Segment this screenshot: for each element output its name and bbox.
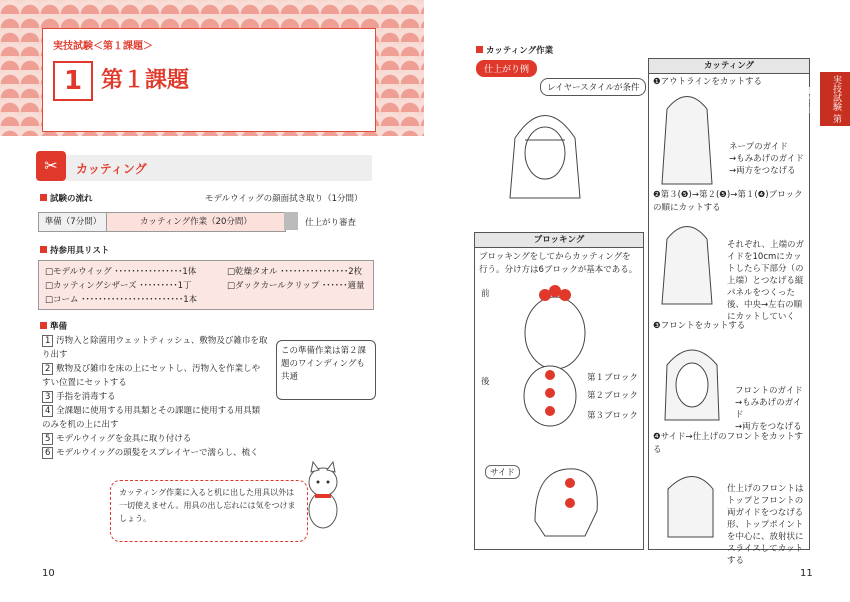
flow-prep: 準備（7分間）	[38, 212, 108, 232]
block-2-label: 第２ブロック	[587, 391, 638, 401]
block-3-label: 第３ブロック	[587, 411, 638, 421]
cut-step-3: ❸フロントをカットする	[653, 321, 746, 331]
blocking-back: 後	[481, 377, 490, 387]
cutting-panel	[648, 58, 810, 566]
cut-step-2-illustration	[657, 219, 717, 309]
prep-step-1: 1 汚物入と除菌用ウェットティッシュ、敷物及び雑巾を取り出す	[42, 336, 268, 360]
items-heading: 持参用具リスト	[40, 244, 109, 256]
blocking-back-head	[515, 361, 585, 441]
header-box	[42, 28, 376, 132]
prep-step-5: 5 モデルウイッグを金具に取り付ける	[42, 432, 268, 446]
flow-end: 仕上がり審査	[305, 218, 357, 228]
blocking-front-head	[515, 283, 595, 373]
cut-step-2: ❷第３(❺)→第２(❺)→第１(❹)ブロックの順にカットする	[653, 190, 803, 213]
page-title: 第１課題	[101, 68, 190, 93]
cut-step-4-illustration	[653, 459, 723, 539]
scissors-icon: ✂	[36, 151, 66, 181]
flow-arrow-icon	[284, 212, 298, 230]
prep-step-4: 4 全課題に使用する用具類とその課題に使用する用具類のみを机の上に出す	[42, 406, 261, 430]
prep-steps	[42, 334, 268, 460]
prep-bubble: この準備作業は第２課題のワインディングも共通	[276, 340, 376, 400]
work-heading: カッティング作業	[476, 44, 553, 56]
item-towel: □乾燥タオル ････････････････2枚	[227, 267, 363, 277]
page-number-left: 10	[42, 568, 55, 579]
flow-note: モデルウイッグの顔面拭き取り（1分間）	[205, 194, 363, 204]
page-number-right: 11	[800, 568, 813, 579]
blocking-side-head	[525, 461, 605, 541]
cut-step-1: ❶アウトラインをカットする	[653, 77, 763, 87]
blocking-panel	[474, 232, 644, 550]
cut-step-3-illustration	[657, 335, 727, 425]
section-title: カッティング	[76, 162, 147, 176]
item-clip: □ダックカールクリップ ･･････適量	[227, 281, 365, 291]
items-box	[38, 260, 374, 310]
prep-step-6: 6 モデルウイッグの頭髪をスプレイヤーで濡らし、梳く	[42, 446, 268, 460]
cut-note-4: 仕上げのフロントはトップとフロントの両ガイドをつなげる形、トップポイントを中心に、放射状にスライスしてカットする	[727, 484, 804, 566]
item-scissors: □カッティングシザーズ ･････････1丁	[45, 281, 192, 291]
header-label: 実技試験＜第１課題＞	[53, 41, 153, 52]
finished-hair-illustration	[500, 98, 590, 208]
blocking-text: ブロッキングをしてからカッティングを行う。分け方は6ブロックが基本である。	[479, 252, 638, 275]
header-number: 1	[53, 61, 93, 101]
cat-illustration	[295, 460, 355, 530]
flow-heading: 試験の流れ	[40, 192, 93, 204]
blocking-side: サイド	[485, 465, 520, 479]
finished-label: 仕上がり例	[476, 60, 537, 77]
cut-note-2: それぞれ、上端のガイドを10cmにカットしたら下部分（の上端）とつなげる縦パネルをつくった後、中央→左右の順にカットしていく	[727, 240, 805, 322]
blocking-title: ブロッキング	[475, 233, 643, 248]
cut-step-4: ❹サイド→仕上げのフロントをカットする	[653, 432, 803, 455]
cat-note: カッティング作業に入ると机に出した用具以外は一切使えません。用具の出し忘れには気をつけましょう。	[110, 480, 308, 542]
block-1-label: 第１ブロック	[587, 373, 638, 383]
section-bar	[36, 155, 372, 181]
prep-step-3: 3 手指を消毒する	[42, 390, 268, 404]
cut-note-1: ネープのガイド →もみあげのガイド →両方をつなげる	[729, 142, 804, 176]
cutting-title: カッティング	[649, 59, 809, 74]
blocking-front: 前	[481, 289, 490, 299]
cut-note-3: フロントのガイド →もみあげのガイド →両方をつなげる	[735, 386, 803, 432]
item-wig: □モデルウイッグ ････････････････1体	[45, 267, 197, 277]
side-tab: 実技試験 第１課題	[820, 72, 850, 126]
cut-step-1-illustration	[657, 89, 717, 189]
prep-heading: 準備	[40, 320, 67, 332]
flow-cutting: カッティング作業（20分間）	[106, 212, 286, 232]
finished-bubble: レイヤースタイルが条件	[540, 78, 646, 96]
prep-step-2: 2 敷物及び雑巾を床の上にセットし、汚物入を作業しやすい位置にセットする	[42, 364, 261, 388]
item-comb: □コーム ････････････････････････1本	[45, 295, 198, 305]
